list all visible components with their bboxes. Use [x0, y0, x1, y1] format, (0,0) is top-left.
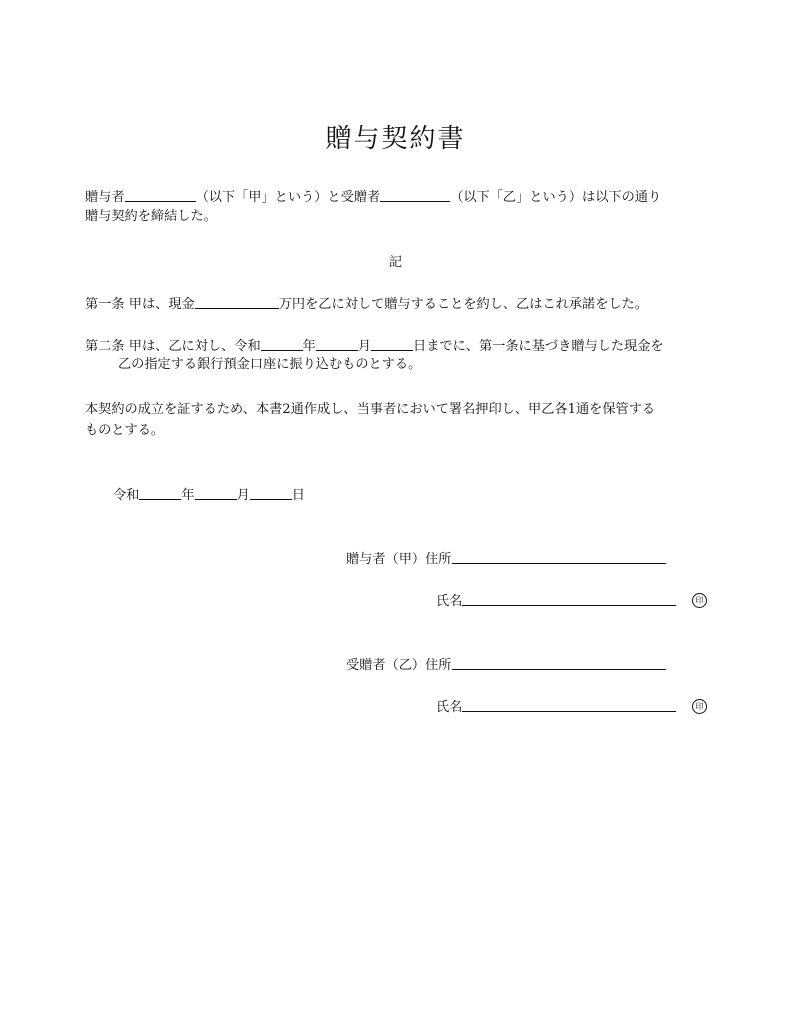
date-day: 日	[291, 488, 305, 503]
donor-signature-blank[interactable]	[462, 591, 676, 606]
donor-address-blank[interactable]	[452, 549, 666, 564]
donor-name-row	[436, 591, 676, 611]
ki-heading: 記	[388, 255, 403, 270]
article-2-month: 月	[357, 339, 372, 354]
contract-date	[113, 485, 305, 505]
donee-address-blank[interactable]	[452, 655, 666, 670]
date-month-blank[interactable]	[195, 485, 237, 500]
deadline-month-blank[interactable]	[316, 336, 358, 351]
donee-seal-mark: 印	[692, 699, 707, 714]
date-year-blank[interactable]	[139, 485, 181, 500]
closing-line-1: 本契約の成立を証するため、本書2通作成し、当事者において署名押印し、甲乙各1通を保管する	[85, 402, 656, 417]
donor-name-blank[interactable]	[125, 187, 196, 202]
intro-line-1	[85, 187, 661, 207]
donor-address-row	[346, 549, 666, 569]
article-2-prefix: 第二条 甲は、乙に対し、令和	[85, 339, 261, 354]
article-2-year: 年	[302, 339, 316, 354]
date-year: 年	[181, 488, 195, 503]
article-1-prefix: 第一条 甲は、現金	[85, 297, 195, 312]
donee-name-row	[436, 697, 676, 717]
amount-blank[interactable]	[195, 294, 279, 309]
document-title: 贈与契約書	[325, 124, 466, 154]
donee-address-row	[346, 655, 666, 675]
date-era: 令和	[113, 488, 140, 503]
date-month: 月	[236, 488, 250, 503]
closing-line-2: ものとする。	[85, 423, 165, 438]
donee-name-label: 氏名	[436, 700, 463, 715]
donor-label: 贈与者	[85, 190, 125, 205]
donor-name-label: 氏名	[436, 594, 463, 609]
article-2-line-1	[85, 336, 664, 356]
deadline-day-blank[interactable]	[371, 336, 413, 351]
donee-signature-blank[interactable]	[462, 697, 676, 712]
donee-name-blank[interactable]	[380, 187, 450, 202]
intro-otsu-text: （以下「乙」という）は以下の通り	[450, 190, 662, 205]
article-2-day-suffix: 日までに、第一条に基づき贈与した現金を	[413, 339, 664, 354]
intro-line-2: 贈与契約を締結した。	[85, 209, 217, 224]
article-1-suffix: 万円を乙に対して贈与することを約し、乙はこれ承諾をした。	[278, 297, 648, 312]
date-day-blank[interactable]	[250, 485, 292, 500]
donor-seal-mark: 印	[692, 593, 707, 608]
intro-ko-text: （以下「甲」という）と受贈者	[195, 190, 381, 205]
article-2-line-2: 乙の指定する銀行預金口座に振り込むものとする。	[118, 357, 422, 372]
donor-address-label: 贈与者（甲）住所	[346, 552, 452, 567]
deadline-year-blank[interactable]	[261, 336, 303, 351]
article-1	[85, 294, 648, 314]
donee-address-label: 受贈者（乙）住所	[346, 658, 452, 673]
